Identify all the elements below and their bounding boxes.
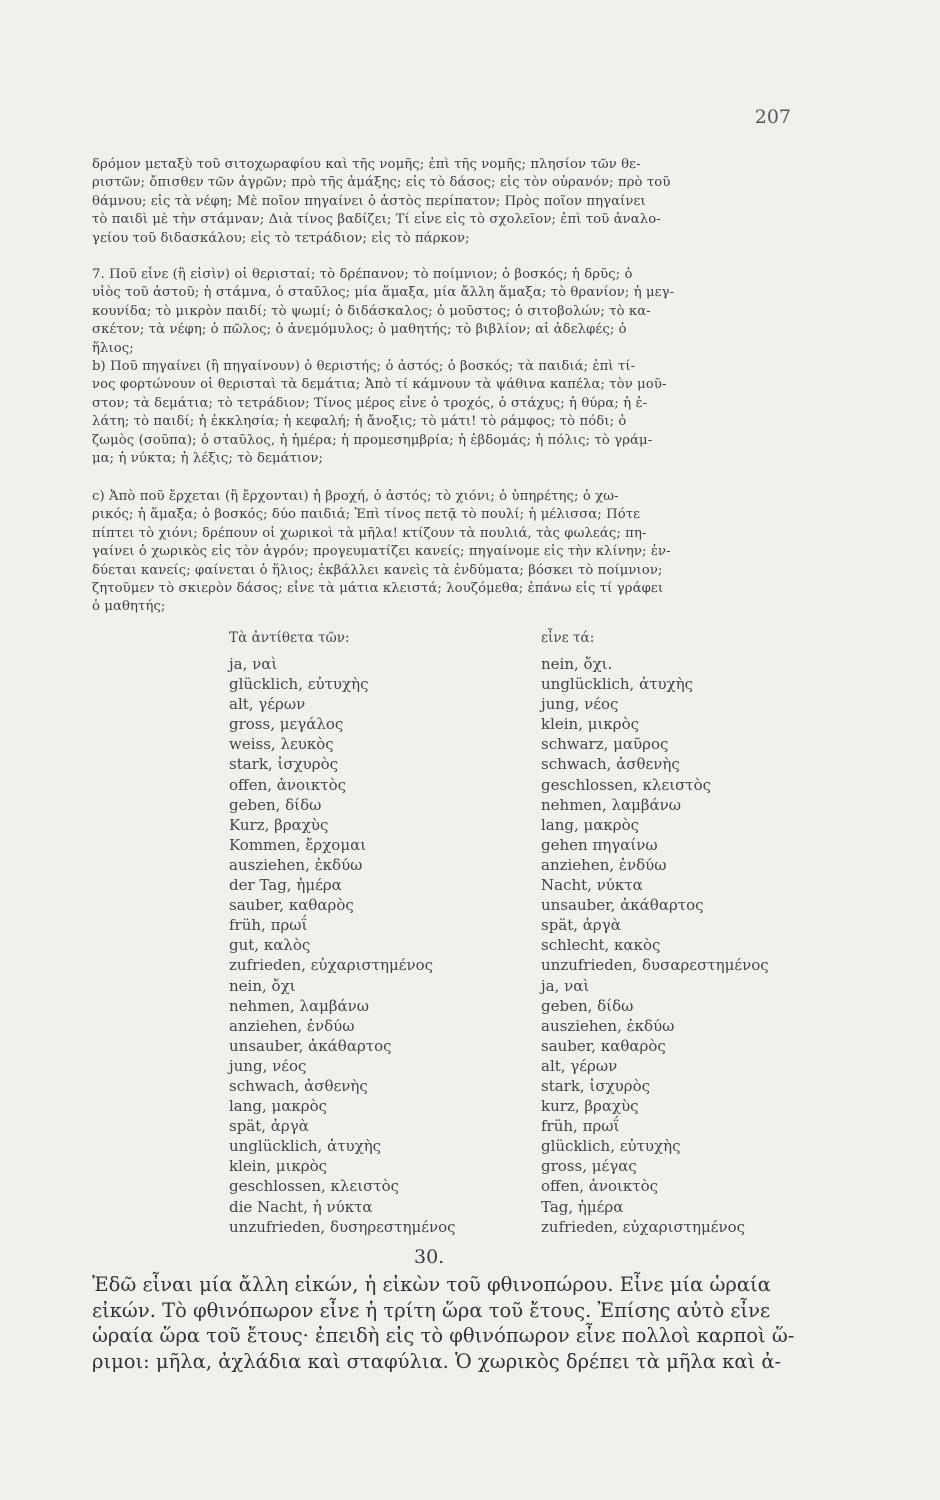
antonym-entry: spät, ἀργὰ [229,1117,309,1136]
antonym-entry: zufrieden, εὐχαριστημένος [541,1217,746,1236]
page-number: 207 [754,106,791,128]
antonym-entry: jung, νέος [541,695,619,714]
antonym-entry: nehmen, λαμβάνω [541,795,682,814]
text-line: υἱὸς τοῦ ἀστοῦ; ἡ στάμνα, ὁ σταῦλος; μία ἅμαξα, μία ἄλλη ἅμαξα; τὸ θρανίον; ἡ μεγ- [92,285,675,301]
text-line: Ἐδῶ εἶναι μία ἄλλη εἰκών, ἡ εἰκὼν τοῦ φθινοπώρου. Εἶνε μία ὡραία [92,1273,771,1296]
antonym-entry: schwach, ἀσθενὴς [541,755,680,774]
antonym-entry: glücklich, εὐτυχὴς [229,675,369,694]
antonym-entry: klein, μικρὸς [229,1157,328,1176]
antonym-entry: die Nacht, ἡ νύκτα [229,1197,373,1216]
antonym-entry: klein, μικρὸς [541,715,640,734]
antonym-entry: der Tag, ἡμέρα [229,876,342,895]
text-line: ὡραία ὥρα τοῦ ἔτους· ἐπειδὴ εἰς τὸ φθινόπωρον εἶνε πολλοὶ καρποὶ ὥ- [92,1324,795,1347]
antonym-entry: früh, πρωΐ [229,916,308,935]
antonym-entry: geben, δίδω [229,795,322,814]
text-line: ζητοῦμεν τὸ σκιερὸν δάσος; εἶνε τὰ μάτια κλειστά; λουζόμεθα; ἐπάνω εἰς τί γράφει [92,581,664,597]
antonym-entry: lang, μακρὸς [229,1097,328,1116]
exercise-c-paragraph [92,488,826,617]
antonym-entry: unsauber, ἀκάθαρτος [229,1036,392,1055]
exercise-b-paragraph [92,358,826,468]
antonym-entry: anziehen, ἐνδύω [541,855,667,874]
antonym-entry: unglücklich, ἀτυχὴς [541,675,694,694]
antonym-entry: gross, μεγάλος [229,715,344,734]
antonym-entry: nein, ὄχι. [541,655,613,673]
antonyms-left-column [229,654,456,1237]
text-line: ζωμὸς (σοῦπα); ὁ σταῦλος, ἡ ἡμέρα; ἡ προμεσημβρία; ἡ ἑβδομάς; ἡ πόλις; τὸ γράμ- [92,432,653,448]
antonym-entry: geben, δίδω [541,996,634,1015]
antonym-entry: zufrieden, εὐχαριστημένος [229,956,434,975]
text-line: δρόμον μεταξὺ τοῦ σιτοχωραφίου καὶ τῆς νομῆς; ἐπὶ τῆς νομῆς; πλησίον τῶν θε- [92,157,641,172]
antonym-entry: schwarz, μαῦρος [541,735,669,754]
antonym-entry: Nacht, νύκτα [541,876,643,895]
text-line: εἰκών. Τὸ φθινόπωρον εἶνε ἡ τρίτη ὥρα τοῦ ἔτους. Ἐπίσης αὐτὸ εἶνε [92,1298,771,1322]
antonym-entry: gut, καλὸς [229,936,311,955]
antonym-entry: alt, γέρων [229,695,306,714]
antonym-entry: gehen πηγαίνω [541,835,658,854]
antonym-entry: ausziehen, ἐκδύω [541,1016,675,1035]
text-line: σκέτον; τὰ νέφη; ὁ πῶλος; ὁ ἀνεμόμυλος; ὁ μαθητής; τὸ βιβλίον; αἱ ἀδελφές; ὁ [92,322,627,338]
text-line: γείου τοῦ διδασκάλου; εἰς τὸ τετράδιον; εἰς τὸ πάρκον; [92,230,470,246]
antonyms-header-right: εἶνε τά: [541,630,595,646]
intro-paragraph [92,156,826,248]
antonym-entry: kurz, βραχὺς [541,1097,639,1116]
text-line: κουνίδα; τὸ μικρὸν παιδί; τὸ ψωμί; ὁ διδάσκαλος; ὁ μοῦστος; ὁ σιτοβολών; τὸ κα- [92,303,651,319]
lesson-number: 30. [414,1246,445,1268]
antonym-entry: sauber, καθαρὸς [541,1036,666,1055]
text-line: ὁ μαθητής; [92,599,166,615]
antonyms-right-column [541,654,769,1237]
text-line: δύεται κανείς; φαίνεται ὁ ἥλιος; ἐκβάλλει κανεὶς τὰ ἐνδύματα; βόσκει τὸ ποίμνιον; [92,562,663,578]
text-line: στον; τὰ δεμάτια; τὸ τετράδιον; Τίνος μέρος εἶνε ὁ τροχός, ὁ στάχυς; ἡ θύρα; ἡ ἐ- [92,395,648,411]
text-line: πίπτει τὸ χιόνι; δρέπουν οἱ χωρικοὶ τὰ μῆλα! κτίζουν τὰ πουλιά, τὰς φωλεάς; πη- [92,525,647,541]
text-line: γαίνει ὁ χωρικὸς εἰς τὸν ἀγρόν; προγευματίζει κανείς; πηγαίνομε εἰς τὴν κλίνην; ἐν- [92,544,671,560]
antonym-entry: nein, ὄχι [229,976,296,995]
antonym-entry: weiss, λευκὸς [229,735,334,754]
antonym-entry: unglücklich, ἀτυχὴς [229,1137,382,1156]
antonym-entry: ja, ναὶ [541,976,590,995]
exercise-7-paragraph [92,266,826,358]
antonym-entry: Tag, ἡμέρα [541,1197,624,1216]
text-line: ριστῶν; ὄπισθεν τῶν ἀγρῶν; πρὸ τῆς ἁμάξης; εἰς τὸ δάσος; εἰς τὸν οὐρανόν; πρὸ τοῦ [92,175,671,191]
antonym-entry: spät, ἀργὰ [541,916,621,935]
antonym-entry: stark, ἰσχυρὸς [229,755,339,774]
antonym-entry: schlecht, κακὸς [541,936,661,955]
antonym-entry: glücklich, εὐτυχὴς [541,1137,681,1156]
antonym-entry: schwach, ἀσθενὴς [229,1076,368,1095]
antonym-entry: gross, μέγας [541,1157,637,1176]
text-line: λάτη; τὸ παιδί; ἡ ἐκκλησία; ἡ κεφαλή; ἡ ἄνοξις; τὸ μάτι! τὸ ράμφος; τὸ πόδι; ὁ [92,414,627,430]
text-line: νος φορτώνουν οἱ θερισταὶ τὰ δεμάτια; Ἀπὸ τί κάμνουν τὰ ψάθινα καπέλα; τὸν μοῦ- [92,377,667,393]
text-line: μα; ἡ νύκτα; ἡ λέξις; τὸ δεμάτιον; [92,451,323,467]
text-line: τὸ παιδὶ μὲ τὴν στάμναν; Διὰ τίνος βαδίζει; Τί εἶνε εἰς τὸ σχολεῖον; ἐπὶ τοῦ ἀναλο- [92,212,661,228]
text-line: ριμοι: μῆλα, ἀχλάδια καὶ σταφύλια. Ὁ χωρικὸς δρέπει τὰ μῆλα καὶ ἀ- [92,1349,782,1373]
antonym-entry: unsauber, ἀκάθαρτος [541,896,704,915]
antonym-entry: sauber, καθαρὸς [229,896,354,915]
antonym-entry: früh, πρωΐ [541,1117,620,1136]
text-line: 7. Ποῦ εἶνε (ἢ εἰσὶν) οἱ θερισταί; τὸ δρέπανον; τὸ ποίμνιον; ὁ βοσκός; ἡ δρῦς; ὁ [92,267,633,282]
antonym-entry: Kommen, ἔρχομαι [229,835,367,854]
antonym-entry: alt, γέρων [541,1056,618,1075]
text-line: θάμνου; εἰς τὰ νέφη; Μὲ ποῖον πηγαίνει ὁ ἀστὸς περίπατον; Πρὸς ποῖον πηγαίνει [92,193,646,209]
antonym-entry: Kurz, βραχὺς [229,815,329,834]
antonym-entry: lang, μακρὸς [541,815,640,834]
antonym-entry: offen, ἀνοικτὸς [541,1177,659,1196]
antonym-entry: nehmen, λαμβάνω [229,996,370,1015]
text-line: b) Ποῦ πηγαίνει (ἢ πηγαίνουν) ὁ θεριστής; ὁ ἀστός; ὁ βοσκός; τὰ παιδιά; ἐπὶ τί- [92,359,636,374]
lesson-paragraph [92,1272,832,1374]
antonym-entry: geschlossen, κλειστὸς [229,1177,400,1196]
antonym-entry: jung, νέος [229,1056,307,1075]
antonym-entry: geschlossen, κλειστὸς [541,775,712,794]
antonyms-header-left: Τὰ ἀντίθετα τῶν: [229,630,350,646]
text-line: c) Ἀπὸ ποῦ ἔρχεται (ἢ ἔρχονται) ἡ βροχή, ὁ ἀστός; τὸ χιόνι; ὁ ὑπηρέτης; ὁ χω- [92,489,619,504]
antonym-entry: anziehen, ἐνδύω [229,1016,355,1035]
antonym-entry: ausziehen, ἐκδύω [229,855,363,874]
text-line: ἥλιος; [92,340,134,356]
antonym-entry: unzufrieden, δυσηρεστημένος [229,1217,456,1236]
text-line: ρικός; ἡ ἅμαξα; ὁ βοσκός; δύο παιδιά; Ἐπὶ τίνος πετᾷ τὸ πουλί; ἡ μέλισσα; Πότε [92,507,641,523]
antonym-entry: offen, ἀνοικτὸς [229,775,347,794]
antonym-entry: unzufrieden, δυσαρεστημένος [541,956,769,975]
antonym-entry: stark, ἰσχυρὸς [541,1076,651,1095]
antonym-entry: ja, ναὶ [229,655,278,673]
